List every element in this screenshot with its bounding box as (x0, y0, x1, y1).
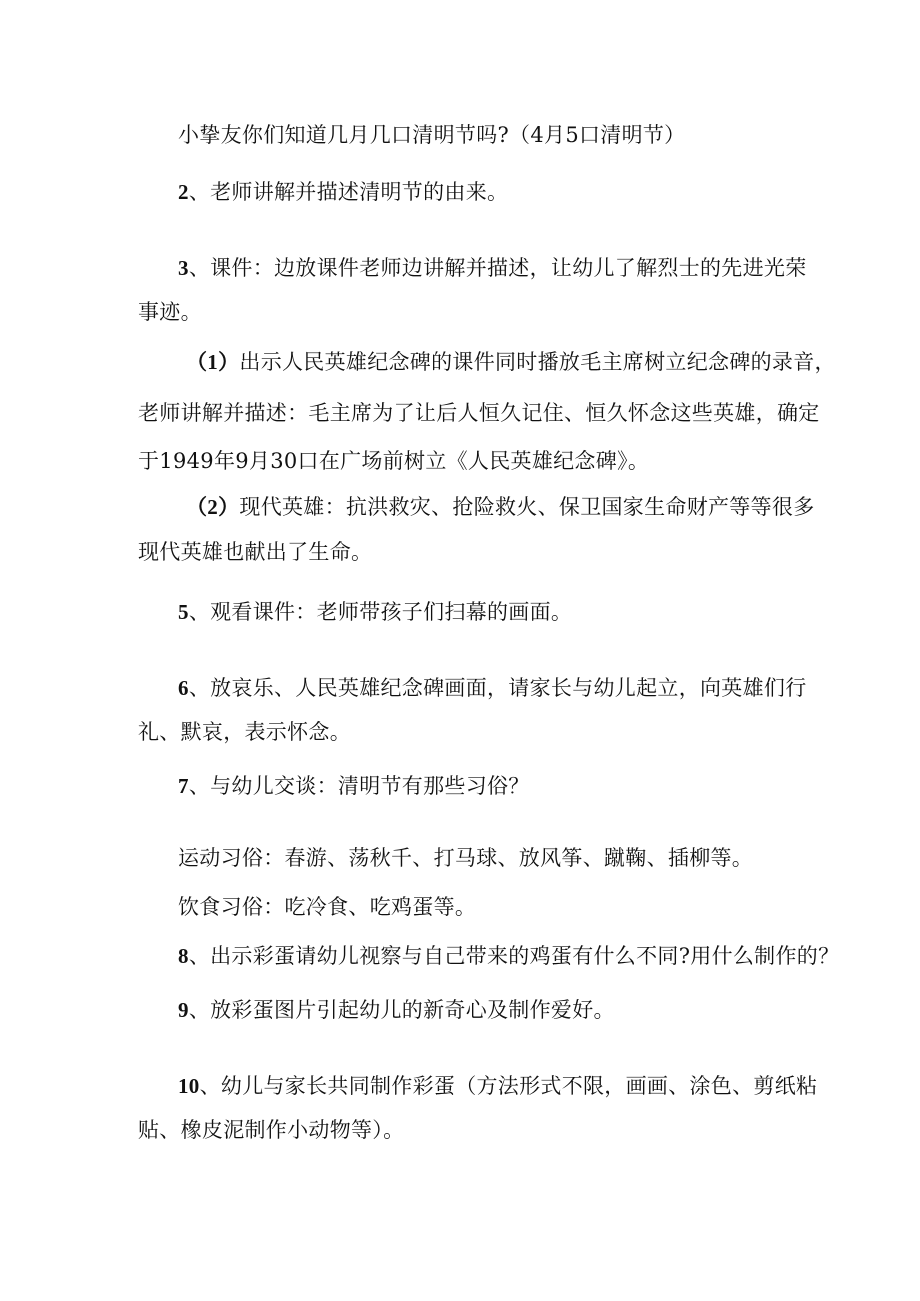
step-2-number: 2 (178, 180, 189, 204)
step-10-text: 、幼儿与家长共同制作彩蛋（方法形式不限，画画、涂色、剪纸粘 (199, 1074, 818, 1098)
step-7 (178, 771, 530, 801)
step-6-text: 、放哀乐、人民英雄纪念碑画面，请家长与幼儿起立，向英雄们行 (188, 676, 807, 700)
step-9-text: 、放彩蛋图片引起幼儿的新奇心及制作爱好。 (188, 998, 615, 1022)
step-6-text-cont: 礼、默哀，表示怀念。 (138, 720, 351, 744)
step-10-line-2 (138, 1115, 404, 1145)
step-3-number: 3 (178, 256, 189, 280)
sub-1-line-3 (138, 446, 649, 476)
sub-1-number: （1） (186, 350, 240, 374)
sub-2-line-1 (186, 492, 815, 522)
intro-line (178, 120, 685, 150)
sub-2-text-cont: 现代英雄也献出了生命。 (138, 540, 373, 564)
step-5-text: 、观看课件：老师带孩子们扫幕的画面。 (188, 600, 573, 624)
sub-1-text-cont-2: 于1949年9月30口在广场前树立《人民英雄纪念碑》。 (138, 449, 650, 473)
step-7-number: 7 (178, 774, 189, 798)
step-10-number: 10 (178, 1074, 200, 1098)
step-3-line-1 (178, 253, 807, 283)
sub-1-text-cont: 老师讲解并描述：毛主席为了让后人恒久记住、恒久怀念这些英雄，确定 (138, 401, 820, 425)
step-6-line-2 (138, 717, 351, 747)
sub-2-number: （2） (186, 495, 240, 519)
step-5 (178, 597, 572, 627)
custom-sport-text: 运动习俗：春游、荡秋千、打马球、放风筝、蹴鞠、插柳等。 (178, 846, 754, 870)
step-6-number: 6 (178, 676, 189, 700)
sub-1-line-2 (138, 398, 820, 428)
custom-food (178, 892, 476, 922)
step-2 (178, 177, 508, 207)
sub-1-line-1 (186, 347, 836, 377)
step-8-text: 、出示彩蛋请幼儿视察与自己带来的鸡蛋有什么不同?用什么制作的？ (188, 944, 840, 968)
step-10-text-cont: 贴、橡皮泥制作小动物等）。 (138, 1118, 405, 1142)
step-2-text: 、老师讲解并描述清明节的由来。 (188, 180, 509, 204)
custom-sport (178, 843, 753, 873)
step-10-line-1 (178, 1071, 817, 1101)
intro-text: 小挚友你们知道几月几口清明节吗?（4月5口清明节） (178, 123, 686, 147)
step-3-text: 、课件：边放课件老师边讲解并描述，让幼儿了解烈士的先进光荣 (188, 256, 807, 280)
custom-food-text: 饮食习俗：吃冷食、吃鸡蛋等。 (178, 895, 477, 919)
sub-2-line-2 (138, 537, 372, 567)
step-5-number: 5 (178, 600, 189, 624)
step-7-text: 、与幼儿交谈：清明节有那些习俗？ (188, 774, 530, 798)
step-6-line-1 (178, 673, 807, 703)
step-8 (178, 941, 839, 971)
step-8-number: 8 (178, 944, 189, 968)
step-3-text-cont: 事迹。 (138, 300, 202, 324)
sub-2-text: 现代英雄：抗洪救灾、抢险救火、保卫国家生命财产等等很多 (239, 495, 815, 519)
step-9-number: 9 (178, 998, 189, 1022)
sub-1-text: 出示人民英雄纪念碑的课件同时播放毛主席树立纪念碑的录音， (239, 350, 836, 374)
step-3-line-2 (138, 297, 202, 327)
step-9 (178, 995, 615, 1025)
